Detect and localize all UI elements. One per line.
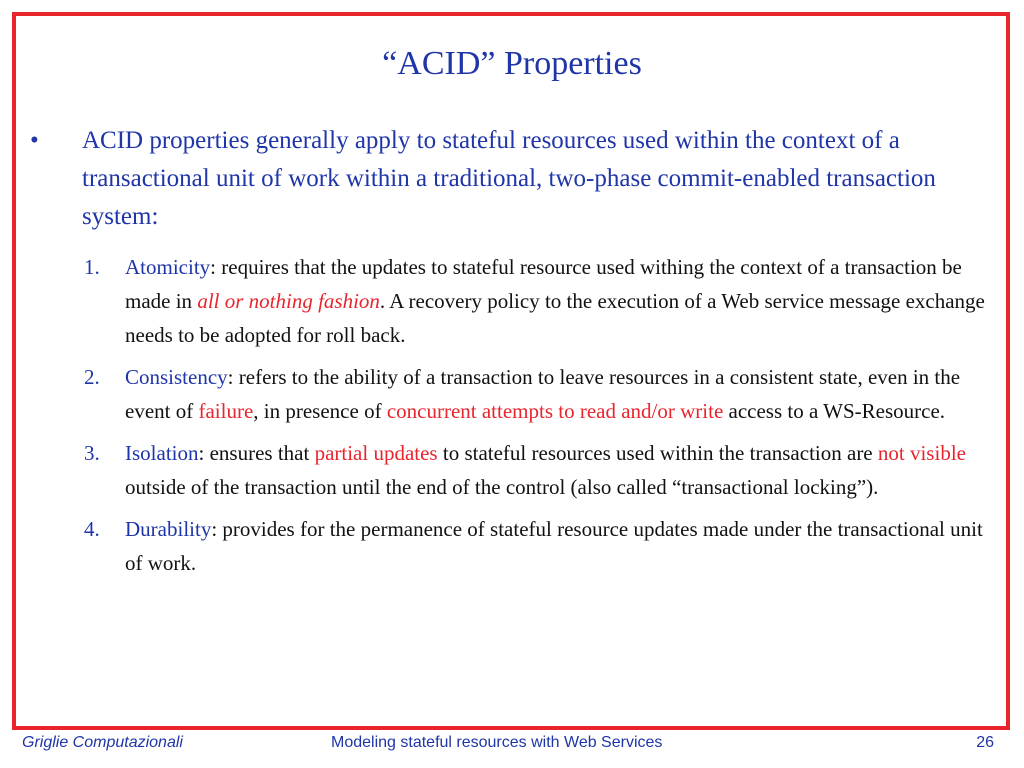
item-number: 1. xyxy=(84,255,100,279)
list-item-atomicity xyxy=(84,250,999,352)
highlight-partial-updates: partial updates xyxy=(314,441,438,465)
highlight-failure: failure xyxy=(198,399,254,423)
slide-title: “ACID” Properties xyxy=(382,45,642,82)
footer-page-number: 26 xyxy=(976,734,994,751)
slide-footer xyxy=(0,734,1024,754)
term-consistency: Consistency xyxy=(125,365,228,389)
item-text: : ensures that xyxy=(198,441,315,465)
highlight-not-visible: not visible xyxy=(877,441,966,465)
footer-lecture-title: Modeling stateful resources with Web Services xyxy=(331,734,663,751)
list-item-durability xyxy=(84,512,999,580)
item-text: outside of the transaction until the end of the control (also called “transactional locking”). xyxy=(125,475,879,499)
item-text: : provides for the permanence of stateful resource updates made under the transactional unit of work. xyxy=(125,517,983,575)
term-isolation: Isolation xyxy=(125,441,199,465)
item-text: : refers to the ability of a transaction to leave resources in a consistent state, even in the event of xyxy=(125,365,961,423)
term-durability: Durability xyxy=(125,517,212,541)
item-number: 4. xyxy=(84,517,100,541)
list-item-consistency xyxy=(84,360,999,428)
term-atomicity: Atomicity xyxy=(125,255,211,279)
highlight-concurrent-attempts: concurrent attempts to read and/or write xyxy=(386,399,724,423)
item-number: 2. xyxy=(84,365,100,389)
item-number: 3. xyxy=(84,441,100,465)
acid-property-list xyxy=(84,250,999,588)
highlight-all-or-nothing: all or nothing fashion xyxy=(197,289,380,313)
list-item-isolation xyxy=(84,436,999,504)
item-text: to stateful resources used within the transaction are xyxy=(437,441,878,465)
bullet-dot: • xyxy=(30,127,39,154)
footer-course-name: Griglie Computazionali xyxy=(22,734,183,751)
main-bullet xyxy=(30,122,990,236)
item-text: : requires that the updates to stateful resource used withing the context of a transaction be made in xyxy=(125,255,962,313)
main-bullet-text: ACID properties generally apply to stateful resources used within the context of a transactional unit of work within a traditional, two-phase commit-enabled transaction system: xyxy=(82,127,936,230)
item-text: . A recovery policy to the execution of a Web service message exchange needs to be adopted for roll back. xyxy=(125,289,985,347)
item-text: access to a WS-Resource. xyxy=(723,399,946,423)
item-text: , in presence of xyxy=(253,399,387,423)
